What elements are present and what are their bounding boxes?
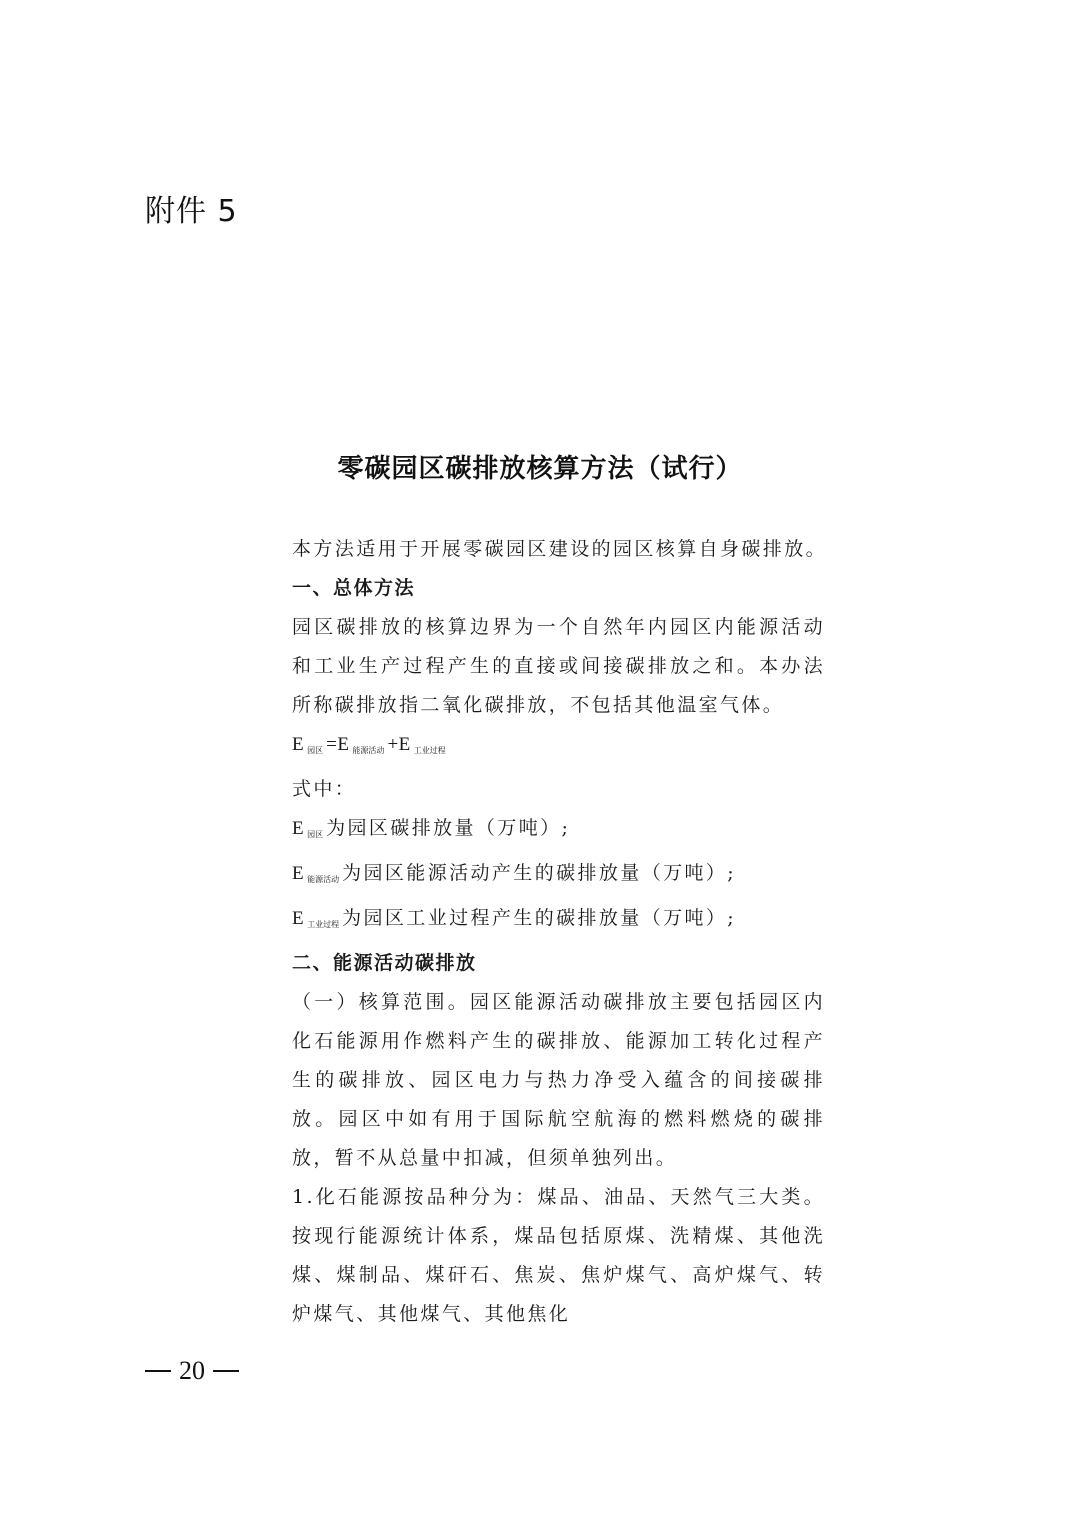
formula-eq: =E [326,734,350,755]
document-title: 零碳园区碳排放核算方法（试行） [337,454,743,484]
def2-e: E [292,863,305,884]
section-heading-2: 二、能源活动碳排放 [292,952,477,974]
section-heading-1: 一、总体方法 [292,577,416,599]
def3-sub: 工业过程 [307,920,340,929]
intro-paragraph: 本方法适用于开展零碳园区建设的园区核算自身碳排放。 [292,538,828,560]
formula-plus: +E [387,734,411,755]
formula-e-park: E [292,734,305,755]
formula-sub-industry: 工业过程 [413,746,446,755]
page-number [145,1356,239,1386]
definition-park [250,809,825,854]
def1-e: E [292,818,305,839]
page-number-value: 20 [179,1356,205,1385]
definition-energy [250,854,825,899]
scope-paragraph: （一）核算范围。园区能源活动碳排放主要包括园区内化石能源用作燃料产生的碳排放、能源加工转化过程产生的碳排放、园区电力与热力净受入蕴含的间接碳排放。园区中如有用于国际航空航海的燃料燃烧的碳排放，暂不从总量中扣减，但须单独列出。 [292,991,825,1169]
def2-text: 为园区能源活动产生的碳排放量（万吨）; [342,862,737,884]
def3-text: 为园区工业过程产生的碳排放量（万吨）; [342,907,737,929]
formula-sub-energy: 能源活动 [352,746,385,755]
carbon-formula [250,725,825,770]
def2-sub: 能源活动 [307,875,340,884]
definition-industry [250,899,825,944]
general-method-paragraph: 园区碳排放的核算边界为一个自然年内园区内能源活动和工业生产过程产生的直接或间接碳排放之和。本办法所称碳排放指二氧化碳排放，不包括其他温室气体。 [292,616,825,716]
def3-e: E [292,908,305,929]
attachment-label: 附件 5 [145,194,238,229]
formula-sub-park: 园区 [307,746,324,755]
where-label: 式中： [292,778,357,800]
document-body [250,530,828,1334]
def1-sub: 园区 [307,830,324,839]
def1-text: 为园区碳排放量（万吨）; [326,817,571,839]
page-number-dash-right [213,1370,239,1372]
page-number-dash-left [145,1370,171,1372]
fossil-energy-paragraph: 1.化石能源按品种分为：煤品、油品、天然气三大类。按现行能源统计体系，煤品包括原煤、洗精煤、其他洗煤、煤制品、煤矸石、焦炭、焦炉煤气、高炉煤气、转炉煤气、其他煤气、其他焦化 [292,1186,825,1325]
